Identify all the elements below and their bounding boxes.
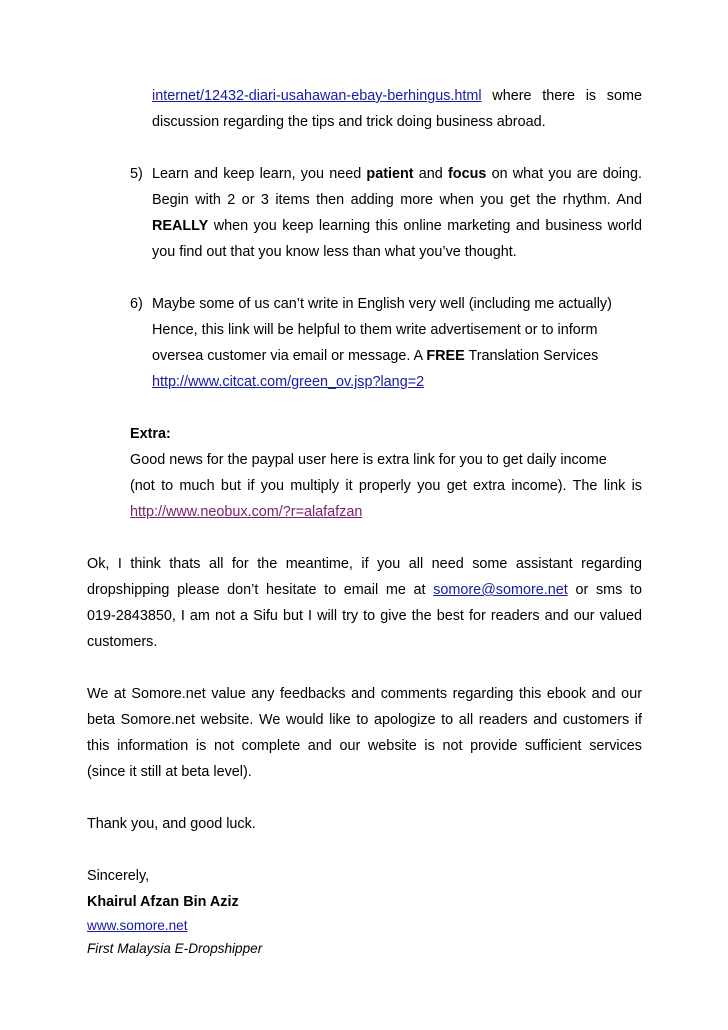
tagline: First Malaysia E-Dropshipper [87, 941, 263, 956]
diari-usahawan-link[interactable]: internet/12432-diari-usahawan-ebay-berhingus.html [152, 88, 482, 104]
para2-line1: We at Somore.net value any feedbacks and comments regarding this ebook and our [87, 686, 642, 702]
para2-line3: this information is not complete and our website is not provide sufficient services [87, 738, 642, 754]
item4-line2: discussion regarding the tips and trick doing business abroad. [152, 114, 546, 130]
item5-line1: Learn and keep learn, you need patient and focus on what you are doing. [152, 166, 642, 182]
thanks-line: Thank you, and good luck. [87, 816, 256, 832]
item4-line1: internet/12432-diari-usahawan-ebay-berhingus.html where there is some [152, 88, 642, 104]
citcat-translation-link[interactable]: http://www.citcat.com/green_ov.jsp?lang=2 [152, 374, 425, 390]
para2-line2: beta Somore.net website. We would like to apologize to all readers and customers if [87, 712, 642, 728]
item5-line3: REALLY when you keep learning this online marketing and business world [152, 218, 642, 234]
item6-line3: oversea customer via email or message. A FREE Translation Services [152, 348, 599, 364]
para1-line4: customers. [87, 634, 158, 650]
author-name: Khairul Afzan Bin Aziz [87, 894, 239, 910]
item6-number: 6) [130, 296, 143, 312]
para1-line2: dropshipping please don’t hesitate to email me at somore@somore.net or sms to [87, 582, 642, 598]
extra-line2: (not to much but if you multiply it properly you get extra income). The link is [130, 478, 642, 494]
closing: Sincerely, [87, 868, 150, 884]
item6-line1: Maybe some of us can’t write in English very well (including me actually) [152, 296, 612, 312]
item5-number: 5) [130, 166, 143, 182]
item6-link-line [152, 372, 424, 392]
email-link[interactable]: somore@somore.net [433, 582, 568, 598]
item6-line2: Hence, this link will be helpful to them write advertisement or to inform [152, 322, 598, 338]
somore-website-link[interactable]: www.somore.net [87, 918, 188, 933]
item5-line2: Begin with 2 or 3 items then adding more when you get the rhythm. And [152, 192, 642, 208]
extra-link-line [130, 502, 362, 522]
para1-line3: 019-2843850, I am not a Sifu but I will try to give the best for readers and our valued [87, 608, 642, 624]
website-link-line [87, 916, 187, 936]
para1-line1: Ok, I think thats all for the meantime, if you all need some assistant regarding [87, 556, 642, 572]
extra-line1: Good news for the paypal user here is extra link for you to get daily income [130, 452, 607, 468]
extra-heading: Extra: [130, 426, 171, 442]
para2-line4: (since it still at beta level). [87, 764, 252, 780]
item5-line4: you find out that you know less than what you’ve thought. [152, 244, 517, 260]
neobux-link[interactable]: http://www.neobux.com/?r=alafafzan [130, 504, 363, 520]
